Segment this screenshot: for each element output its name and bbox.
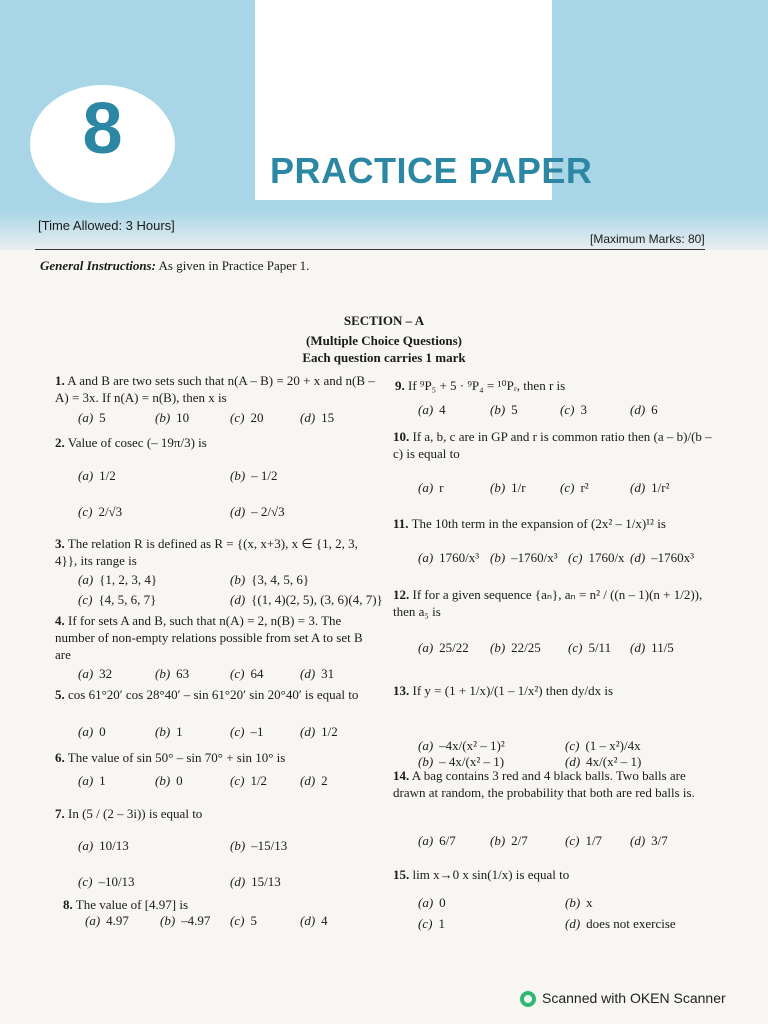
header-divider — [35, 249, 705, 250]
q8-option-c: (c) 5 — [230, 913, 257, 928]
q14-option-b: (b) 2/7 — [490, 833, 528, 848]
q5-option-c: (c) –1 — [230, 724, 264, 739]
q2-option-b: (b) – 1/2 — [230, 468, 278, 483]
question-2: 2. Value of cosec (– 19π/3) is — [55, 435, 207, 450]
q9-option-a: (a) 4 — [418, 402, 446, 417]
q15-option-c: (c) 1 — [418, 916, 445, 931]
q13-option-a: (a) –4x/(x² – 1)² — [418, 738, 505, 753]
question-6: 6. The value of sin 50° – sin 70° + sin 10° is — [55, 750, 286, 765]
q11-option-c: (c) 1760/x — [568, 550, 625, 565]
question-15: 15. lim x→0 x sin(1/x) is equal to — [393, 867, 570, 882]
question-9: 9. If ⁹P₅ + 5 · ⁹P₄ = ¹⁰Pᵣ, then r is — [395, 378, 566, 393]
q6-option-a: (a) 1 — [78, 773, 106, 788]
q2-option-d: (d) – 2/√3 — [230, 504, 285, 519]
q10-option-a: (a) r — [418, 480, 444, 495]
question-12: 12. If for a given sequence {aₙ}, aₙ = n² / ((n – 1)(n + 1/2)), then a₅ is — [393, 587, 703, 619]
q7-option-c: (c) –10/13 — [78, 874, 135, 889]
instructions-text: As given in Practice Paper 1. — [158, 258, 310, 273]
question-3: 3. The relation R is defined as R = {(x, x+3), x ∈ {1, 2, 3, 4}}, its range is — [55, 536, 358, 568]
section-marks-note: Each question carries 1 mark — [302, 350, 466, 365]
q14-option-d: (d) 3/7 — [630, 833, 668, 848]
q14-option-c: (c) 1/7 — [565, 833, 603, 848]
q1-option-d: (d) 15 — [300, 410, 335, 425]
scanner-watermark: Scanned with OKEN Scanner — [520, 990, 726, 1007]
maximum-marks: [Maximum Marks: 80] — [590, 232, 705, 246]
q4-option-b: (b) 63 — [155, 666, 190, 681]
q11-option-d: (d) –1760x³ — [630, 550, 695, 565]
q13-option-c: (c) (1 – x²)/4x — [565, 738, 641, 753]
q14-option-a: (a) 6/7 — [418, 833, 456, 848]
q5-option-a: (a) 0 — [78, 724, 106, 739]
q3-option-c: (c) {4, 5, 6, 7} — [78, 592, 157, 607]
q3-option-d: (d) {(1, 4)(2, 5), (3, 6)(4, 7)} — [230, 592, 383, 607]
q15-option-a: (a) 0 — [418, 895, 446, 910]
q12-option-b: (b) 22/25 — [490, 640, 541, 655]
q3-option-a: (a) {1, 2, 3, 4} — [78, 572, 158, 587]
q5-option-d: (d) 1/2 — [300, 724, 338, 739]
question-7: 7. In (5 / (2 – 3i)) is equal to — [55, 806, 203, 821]
page-title: PRACTICE PAPER — [270, 150, 593, 191]
q1-option-b: (b) 10 — [155, 410, 190, 425]
q2-option-a: (a) 1/2 — [78, 468, 116, 483]
question-4: 4. If for sets A and B, such that n(A) = 2, n(B) = 3. The number of non-empty relations possible from set A to set B are — [55, 613, 363, 662]
q13-option-d: (d) 4x/(x² – 1) — [565, 754, 642, 769]
q13-option-b: (b) – 4x/(x² – 1) — [418, 754, 505, 769]
q8-option-a: (a) 4.97 — [85, 913, 129, 928]
instructions-label: General Instructions: — [40, 258, 156, 273]
q12-option-d: (d) 11/5 — [630, 640, 674, 655]
q9-option-b: (b) 5 — [490, 402, 518, 417]
q7-option-b: (b) –15/13 — [230, 838, 288, 853]
q4-option-d: (d) 31 — [300, 666, 335, 681]
q9-option-c: (c) 3 — [560, 402, 587, 417]
q8-option-b: (b) –4.97 — [160, 913, 211, 928]
q10-option-c: (c) r² — [560, 480, 589, 495]
q2-option-c: (c) 2/√3 — [78, 504, 123, 519]
question-5: 5. cos 61°20′ cos 28°40′ – sin 61°20′ sin 20°40′ is equal to — [55, 687, 359, 702]
question-14: 14. A bag contains 3 red and 4 black balls. Two balls are drawn at random, the probability that both are red balls is. — [393, 768, 695, 800]
question-1: 1. A and B are two sets such that n(A – B) = 20 + x and n(B – A) = 3x. If n(A) = n(B), then x is — [55, 373, 375, 405]
q10-option-d: (d) 1/r² — [630, 480, 670, 495]
q4-option-c: (c) 64 — [230, 666, 264, 681]
q9-option-d: (d) 6 — [630, 402, 658, 417]
q12-option-c: (c) 5/11 — [568, 640, 612, 655]
question-13: 13. If y = (1 + 1/x)/(1 – 1/x²) then dy/dx is — [393, 683, 614, 698]
q11-option-a: (a) 1760/x³ — [418, 550, 480, 565]
section-name: SECTION – A — [343, 313, 425, 328]
q10-option-b: (b) 1/r — [490, 480, 526, 495]
section-subtitle: (Multiple Choice Questions) — [306, 333, 462, 348]
q6-option-d: (d) 2 — [300, 773, 328, 788]
q1-option-c: (c) 20 — [230, 410, 264, 425]
question-8: 8. The value of [4.97] is — [63, 897, 189, 912]
q15-option-d: (d) does not exercise — [565, 916, 676, 931]
q8-option-d: (d) 4 — [300, 913, 328, 928]
general-instructions — [40, 258, 309, 274]
scanner-logo-icon — [520, 991, 536, 1007]
q6-option-c: (c) 1/2 — [230, 773, 268, 788]
question-11: 11. The 10th term in the expansion of (2x² – 1/x)¹² is — [393, 516, 666, 531]
q7-option-a: (a) 10/13 — [78, 838, 129, 853]
q11-option-b: (b) –1760/x³ — [490, 550, 558, 565]
q1-option-a: (a) 5 — [78, 410, 106, 425]
time-allowed: [Time Allowed: 3 Hours] — [38, 218, 175, 233]
q12-option-a: (a) 25/22 — [418, 640, 469, 655]
q3-option-b: (b) {3, 4, 5, 6} — [230, 572, 310, 587]
q15-option-b: (b) x — [565, 895, 593, 910]
q5-option-b: (b) 1 — [155, 724, 183, 739]
question-10: 10. If a, b, c are in GP and r is common ratio then (a – b)/(b – c) is equal to — [393, 429, 712, 461]
q7-option-d: (d) 15/13 — [230, 874, 281, 889]
q4-option-a: (a) 32 — [78, 666, 113, 681]
q6-option-b: (b) 0 — [155, 773, 183, 788]
paper-number: 8 — [82, 89, 123, 169]
